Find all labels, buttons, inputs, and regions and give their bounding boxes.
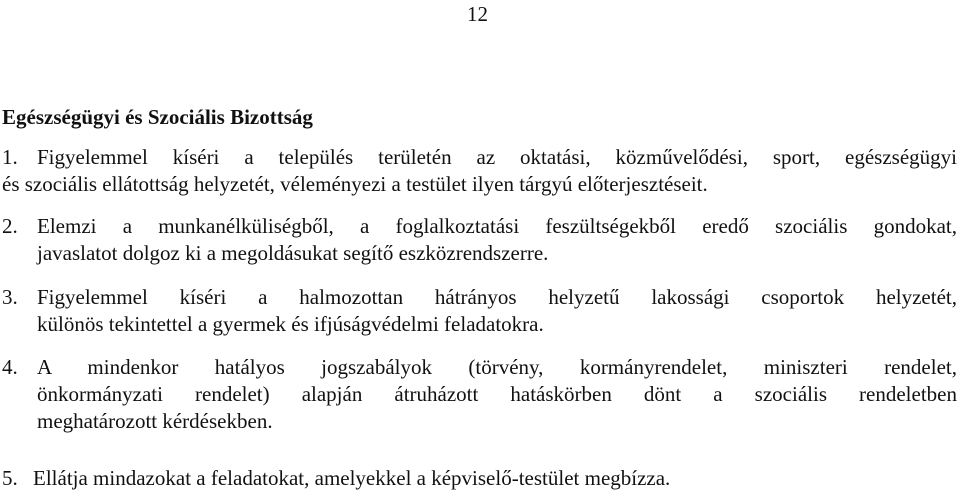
- list-item-4-number: 4.: [2, 355, 18, 379]
- list-item-1-line-1: [2, 144, 957, 171]
- list-item-3-line-1: [2, 284, 957, 311]
- page-number: 12: [467, 2, 488, 26]
- list-item-3-text-1: Figyelemmel kíséri a halmozottan hátrányos helyzetű lakossági csoportok helyzetét,: [37, 285, 957, 309]
- list-item-2-number: 2.: [2, 214, 18, 238]
- list-item-4-line-1: [2, 354, 957, 381]
- list-item-4-text-1: A mindenkor hatályos jogszabályok (törvény, kormányrendelet, miniszteri rendelet,: [37, 355, 957, 379]
- list-item-1: [2, 144, 957, 198]
- list-item-4: [2, 354, 957, 435]
- list-item-2-line-2: javaslatot dolgoz ki a megoldásukat segítő eszközrendszerre.: [37, 241, 549, 265]
- list-item-5: [2, 465, 670, 492]
- list-item-5-text-1: Ellátja mindazokat a feladatokat, amelyekkel a képviselő-testület megbízza.: [33, 466, 671, 490]
- list-item-4-line-2: önkormányzati rendelet) alapján átruházott hatáskörben dönt a szociális rendeletben: [37, 382, 957, 406]
- list-item-4-line-3: meghatározott kérdésekben.: [37, 409, 273, 433]
- list-item-5-line-1: [2, 465, 670, 492]
- list-item-1-number: 1.: [2, 145, 18, 169]
- list-item-2-text-1: Elemzi a munkanélküliségből, a foglalkoztatási feszültségekből eredő szociális gondokat,: [37, 214, 957, 238]
- list-item-1-text-1: Figyelemmel kíséri a település területén az oktatási, közművelődési, sport, egészségügyi: [37, 145, 957, 169]
- section-heading: Egészségügyi és Szociális Bizottság: [2, 105, 313, 129]
- list-item-1-line-2: és szociális ellátottság helyzetét, véleményezi a testület ilyen tárgyú előterjesztéseit.: [2, 172, 708, 196]
- list-item-5-number: 5.: [2, 466, 18, 490]
- list-item-3-number: 3.: [2, 285, 18, 309]
- list-item-2-line-1: [2, 213, 957, 240]
- list-item-2: [2, 213, 957, 267]
- list-item-3-line-2: különös tekintettel a gyermek és ifjúságvédelmi feladatokra.: [37, 312, 544, 336]
- list-item-3: [2, 284, 957, 338]
